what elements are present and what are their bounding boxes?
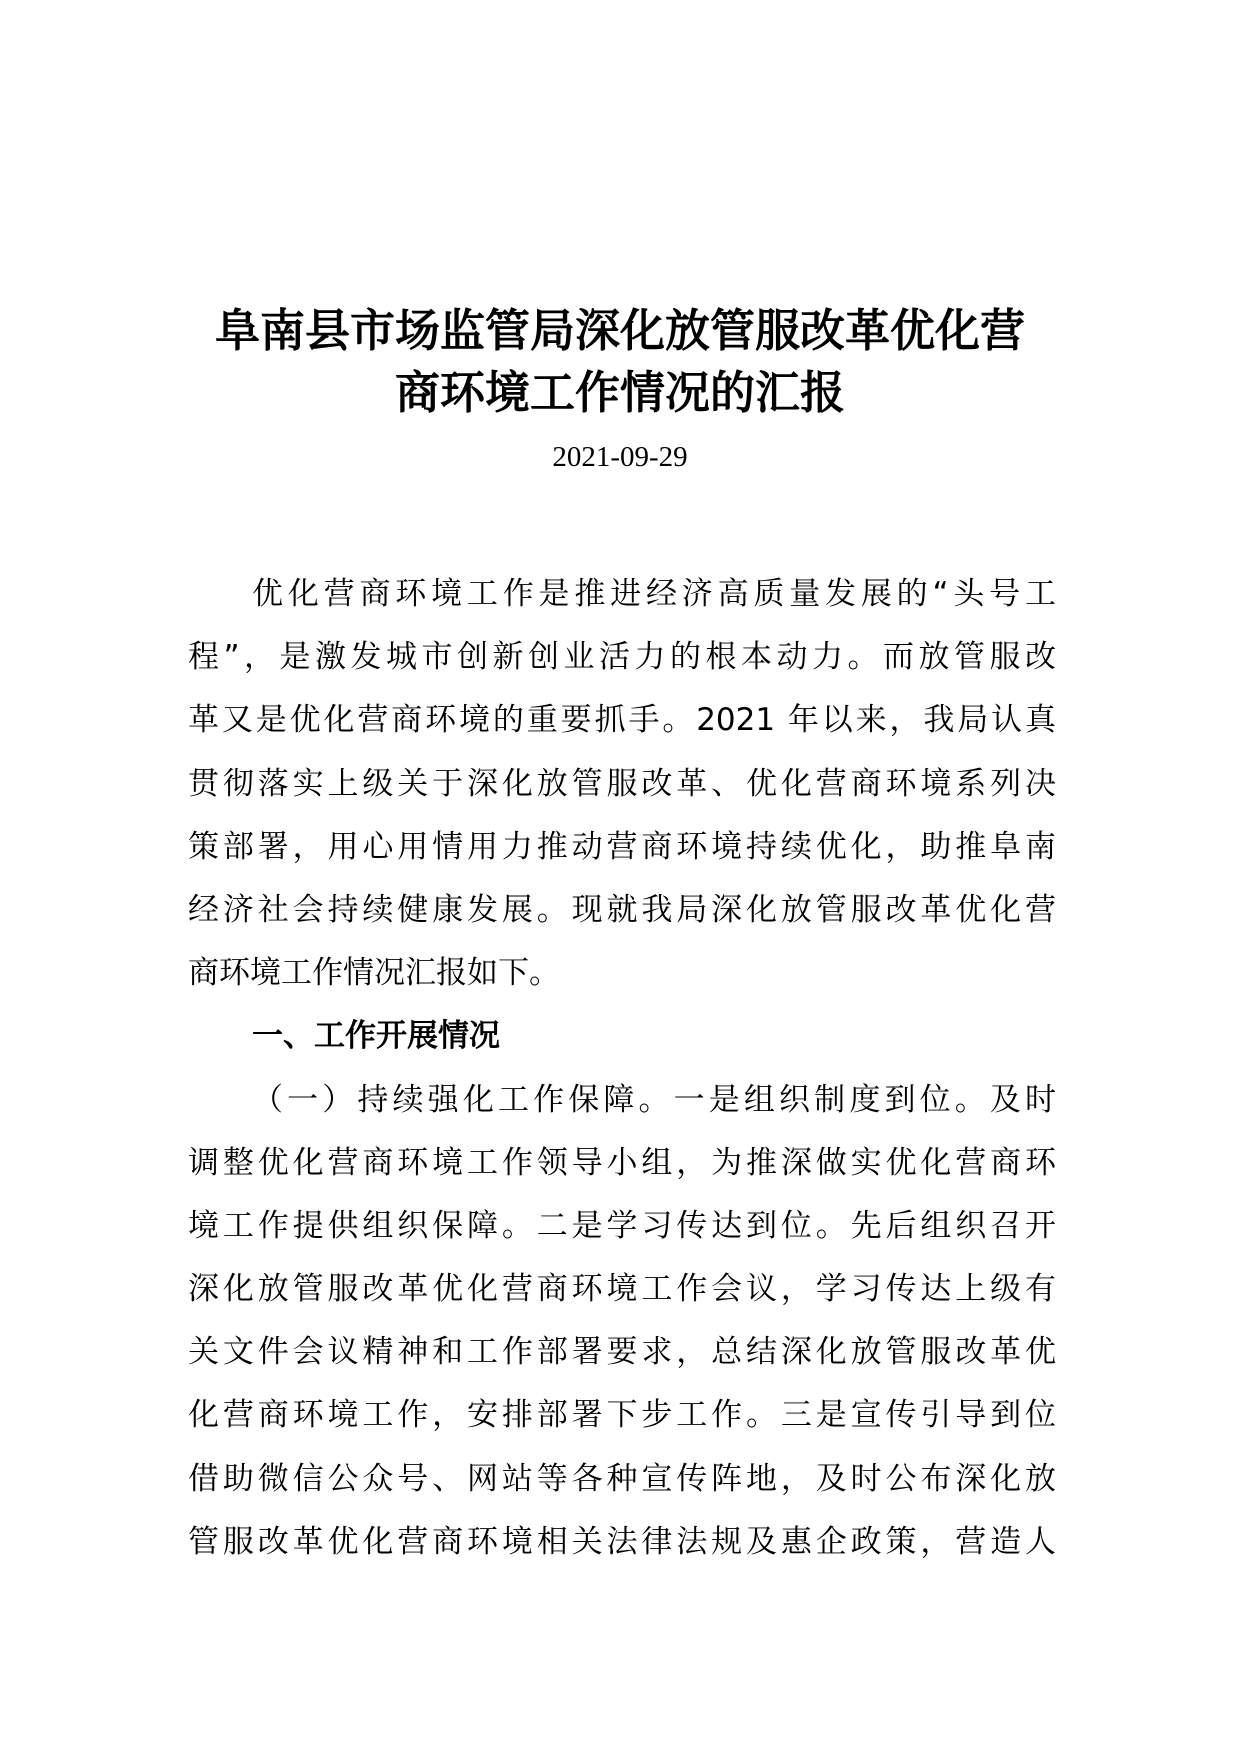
intro-line-5: 策部署，用心用情用力推动营商环境持续优化，助推阜南 — [188, 828, 1056, 865]
intro-line-7: 商环境工作情况汇报如下。 — [188, 955, 560, 992]
document-title — [150, 300, 1090, 424]
section-line-3: 境工作提供组织保障。二是学习传达到位。先后组织召开 — [188, 1207, 1056, 1244]
title-line-2: 商环境工作情况的汇报 — [394, 366, 845, 419]
section-heading: 一、工作开展情况 — [252, 1018, 500, 1055]
intro-line-4: 贯彻落实上级关于深化放管服改革、优化营商环境系列决 — [188, 765, 1056, 802]
section-line-1: （一）持续强化工作保障。一是组织制度到位。及时 — [252, 1081, 1056, 1118]
section-line-7: 借助微信公众号、网站等各种宣传阵地，及时公布深化放 — [188, 1460, 1056, 1497]
section-line-2: 调整优化营商环境工作领导小组，为推深做实优化营商环 — [188, 1144, 1056, 1181]
intro-line-6: 经济社会持续健康发展。现就我局深化放管服改革优化营 — [188, 891, 1056, 928]
section-line-8: 管服改革优化营商环境相关法律法规及惠企政策，营造人 — [188, 1523, 1056, 1560]
section-line-6: 化营商环境工作，安排部署下步工作。三是宣传引导到位 — [188, 1397, 1056, 1434]
intro-line-1: 优化营商环境工作是推进经济高质量发展的“头号工 — [252, 576, 1056, 612]
intro-line-3: 革又是优化营商环境的重要抓手。2021 年以来，我局认真 — [188, 702, 1056, 739]
intro-line-2: 程”，是激发城市创新创业活力的根本动力。而放管服改 — [188, 639, 1056, 676]
section-line-4: 深化放管服改革优化营商环境工作会议，学习传达上级有 — [188, 1271, 1056, 1308]
section-line-5: 关文件会议精神和工作部署要求，总结深化放管服改革优 — [188, 1334, 1056, 1371]
document-date: 2021-09-29 — [552, 441, 688, 473]
title-line-1: 阜南县市场监管局深化放管服改革优化营 — [214, 304, 1025, 357]
document-body — [188, 563, 1056, 1574]
